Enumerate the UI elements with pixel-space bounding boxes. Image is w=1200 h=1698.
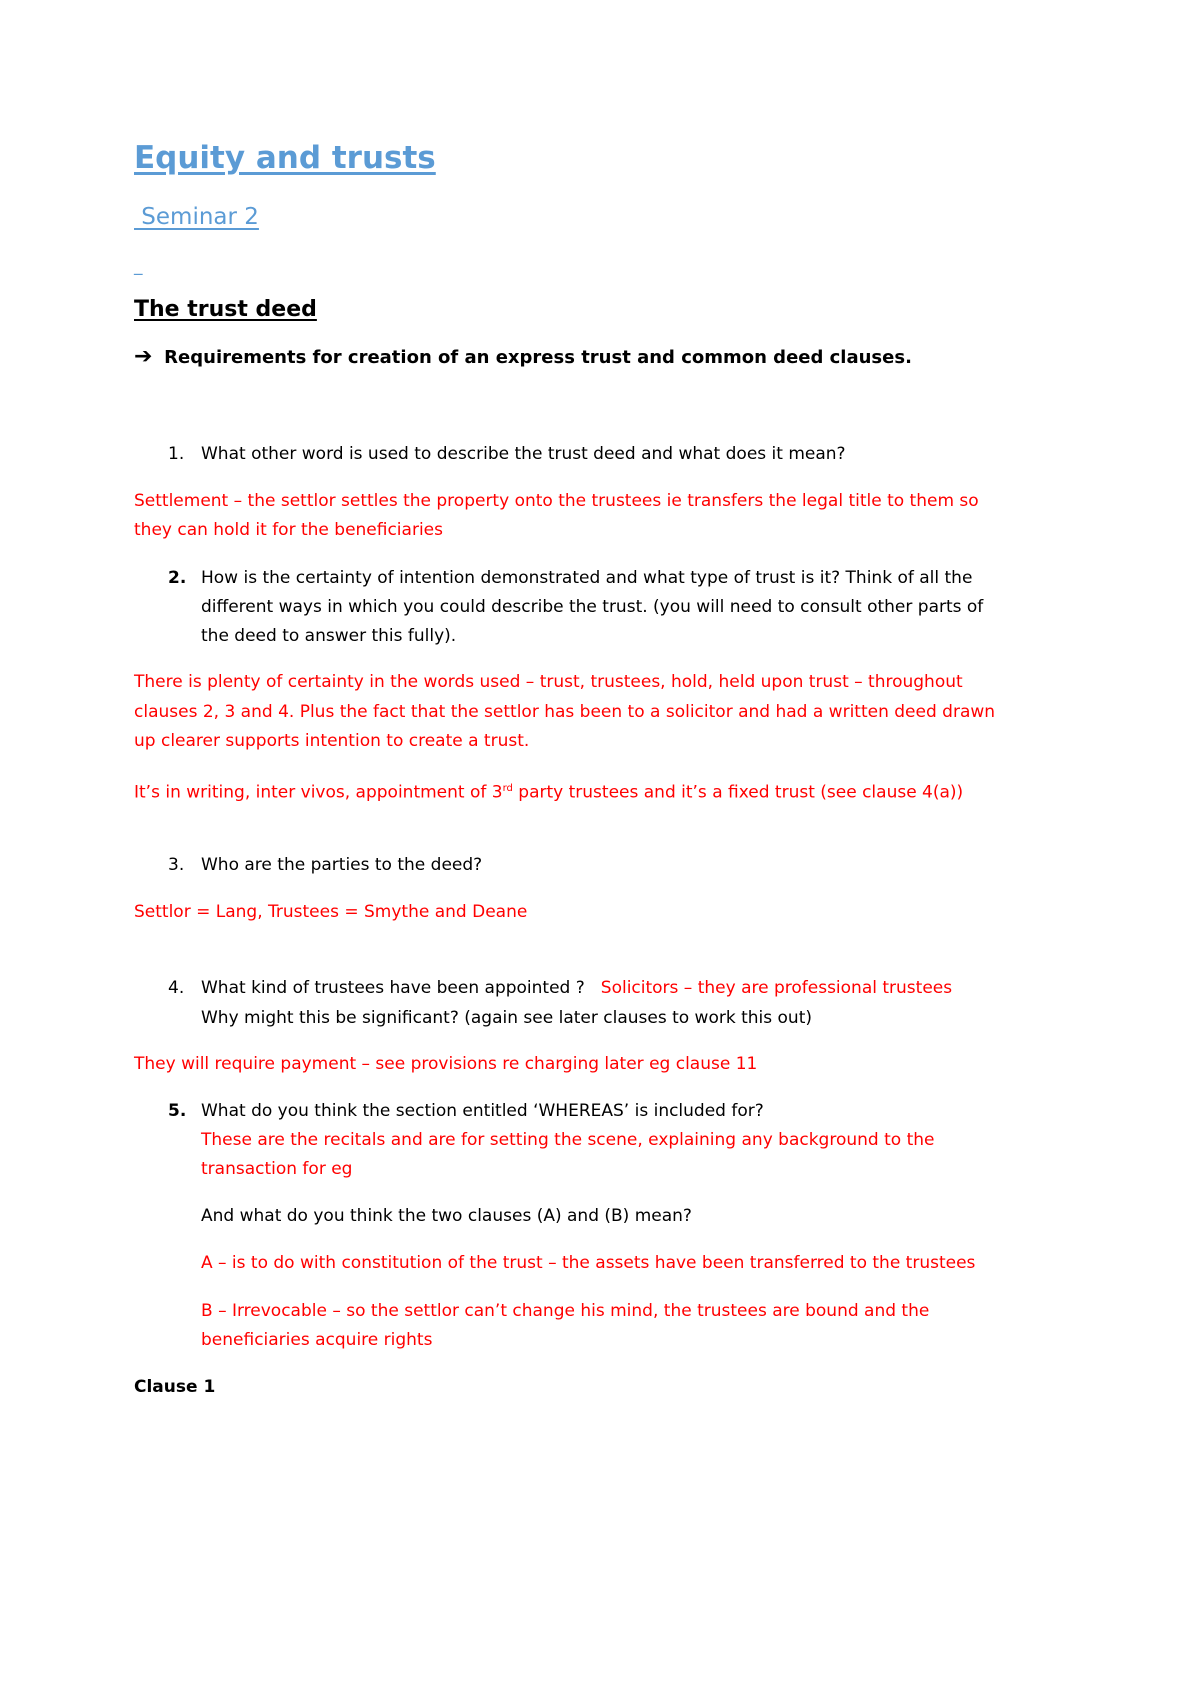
q2-answer2-sup: rd <box>502 783 513 794</box>
q3-number: 3. <box>168 855 185 875</box>
q2-question-line1: How is the certainty of intention demonstrated and what type of trust is it? Think of all the <box>201 568 973 588</box>
blue-dash: _ <box>134 256 143 276</box>
intro-line <box>134 344 912 369</box>
q5-answer-b-line1: B – Irrevocable – so the settlor can’t change his mind, the trustees are bound and the <box>201 1301 930 1321</box>
q2-answer-line2: clauses 2, 3 and 4. Plus the fact that the settlor has been to a solicitor and had a written deed drawn <box>134 702 996 722</box>
q4-answer: They will require payment – see provisions re charging later eg clause 11 <box>134 1054 758 1074</box>
q5-number: 5. <box>168 1101 187 1121</box>
q1-question: What other word is used to describe the trust deed and what does it mean? <box>201 444 846 464</box>
q4-question-text: What kind of trustees have been appointed ? <box>201 978 585 998</box>
clause-1-heading: Clause 1 <box>134 1377 216 1397</box>
arrow-right-icon: ➔ <box>134 344 153 369</box>
q2-question-line2: different ways in which you could describe the trust. (you will need to consult other parts of <box>201 597 984 617</box>
q4-question-line1 <box>201 973 952 1004</box>
q3-question: Who are the parties to the deed? <box>201 855 483 875</box>
q4-question-line2: Why might this be significant? (again see later clauses to work this out) <box>201 1008 812 1028</box>
q2-answer2-part1: It’s in writing, inter vivos, appointment of 3 <box>134 782 503 803</box>
q2-answer-line1: There is plenty of certainty in the words used – trust, trustees, hold, held upon trust – throughout <box>134 672 963 692</box>
q5-followup: And what do you think the two clauses (A) and (B) mean? <box>201 1206 692 1226</box>
q5-answer-a: A – is to do with constitution of the trust – the assets have been transferred to the trustees <box>201 1253 976 1273</box>
seminar-subtitle: Seminar 2 <box>134 204 259 230</box>
section-heading: The trust deed <box>134 297 317 322</box>
q2-question-line3: the deed to answer this fully). <box>201 626 457 646</box>
document-title: Equity and trusts <box>134 140 436 176</box>
q5-answer-line2: transaction for eg <box>201 1159 353 1179</box>
q4-number: 4. <box>168 978 185 998</box>
q1-answer-line1: Settlement – the settlor settles the property onto the trustees ie transfers the legal title to them so <box>134 491 979 511</box>
q2-number: 2. <box>168 568 187 588</box>
q5-answer-line1: These are the recitals and are for setting the scene, explaining any background to the <box>201 1130 935 1150</box>
q5-question: What do you think the section entitled ‘WHEREAS’ is included for? <box>201 1101 764 1121</box>
q5-answer-b-line2: beneficiaries acquire rights <box>201 1330 433 1350</box>
intro-text: Requirements for creation of an express trust and common deed clauses. <box>164 347 912 368</box>
q2-answer2-part2: party trustees and it’s a fixed trust (see clause 4(a)) <box>512 782 964 803</box>
q4-inline-answer: Solicitors – they are professional trustees <box>600 978 953 998</box>
q3-answer: Settlor = Lang, Trustees = Smythe and Deane <box>134 902 528 922</box>
q2-answer-line3: up clearer supports intention to create a trust. <box>134 731 530 751</box>
q1-number: 1. <box>168 444 185 464</box>
q2-answer2 <box>134 773 963 809</box>
q1-answer-line2: they can hold it for the beneficiaries <box>134 520 443 540</box>
